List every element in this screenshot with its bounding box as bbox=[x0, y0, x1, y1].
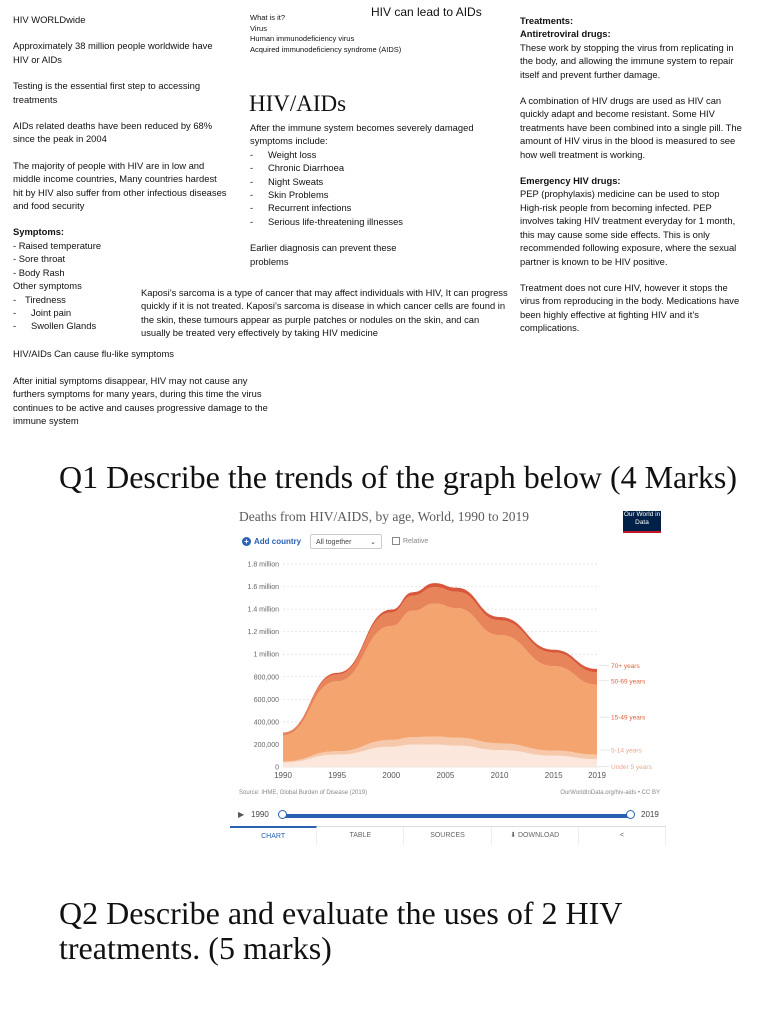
para-deaths-reduced: AIDs related deaths have been reduced by 68% since the peak in 2004 bbox=[13, 120, 213, 145]
tab-sources[interactable]: SOURCES bbox=[404, 827, 491, 845]
tab-chart[interactable]: CHART bbox=[230, 826, 317, 845]
severe-symptoms-block: After the immune system becomes severely damaged symptoms include: - Weight loss - Chronic Diarrhoea - Night Sweats - Skin Problems - Recurrent infections - Serious life-threatening illnesses Earlier diagnosis can prevent these problems bbox=[250, 121, 480, 268]
tab-download[interactable]: ⬇ DOWNLOAD bbox=[492, 827, 579, 845]
arv-title: Antiretroviral drugs: bbox=[520, 28, 611, 40]
y-tick-label: 600,000 bbox=[253, 696, 279, 704]
pep-text: PEP (prophylaxis) medicine can be used to stop High-risk people from becoming infected. PEP involves taking HIV treatment everyday for 1 month, this may cause some side effects. This is only recommended following exposure, where the sexual partner is known to be HIV positive. bbox=[520, 188, 737, 267]
x-tick-label: 2010 bbox=[490, 771, 509, 780]
chart-source-link[interactable]: OurWorldInData.org/hiv-aids • CC BY bbox=[560, 790, 660, 796]
chart-tabs bbox=[230, 826, 666, 845]
chart-title: Deaths from HIV/AIDS, by age, World, 1990 to 2019 bbox=[239, 509, 529, 524]
y-tick-label: 1 million bbox=[253, 651, 279, 659]
y-tick-label: 1.4 million bbox=[247, 606, 279, 614]
kaposi-text: Kaposi’s sarcoma is a type of cancer that may affect individuals with HIV, It can progress quickly if it is not treated. Kaposi’s sarcoma is disease in which cancer cells are found in the skin, these tumours appear as purple patches or nodules on the skin, and can usually be treated very effectively by taking HIV medicine bbox=[141, 287, 508, 339]
x-tick-label: 2005 bbox=[436, 771, 455, 780]
play-icon[interactable]: ▶ bbox=[238, 810, 245, 819]
symptom-item: - Sore throat bbox=[13, 253, 66, 265]
hiv-deaths-chart bbox=[230, 504, 666, 844]
question-2: Q2 Describe and evaluate the uses of 2 HIV treatments. (5 marks) bbox=[59, 895, 622, 966]
timeline bbox=[238, 809, 663, 823]
top-title: HIV can lead to AIDs bbox=[371, 5, 482, 19]
timeline-end: 2019 bbox=[641, 810, 659, 819]
arv-text: These work by stopping the virus from replicating in the body, and allowing the immune system to repair itself and prevent further damage. bbox=[520, 41, 734, 80]
relative-checkbox[interactable]: Relative bbox=[392, 537, 428, 545]
other-symptom-item: - Swollen Glands bbox=[13, 320, 97, 332]
para-low-income: The majority of people with HIV are in low and middle income countries, Many countries hardest hit by HIV also suffer from other infectious diseases and food security bbox=[13, 159, 227, 212]
y-tick-label: 800,000 bbox=[253, 674, 279, 682]
what-is-it-block: What is it? Virus Human immunodeficiency virus Acquired immunodeficiency syndrome (AIDS) bbox=[250, 13, 402, 54]
legend-label: 15-49 years bbox=[611, 714, 646, 722]
after-symptoms-text: After initial symptoms disappear, HIV may not cause any furthers symptoms for many years, during this time the virus continues to be active and causes progressive damage to the immune system bbox=[13, 375, 268, 427]
chevron-down-icon: ⌄ bbox=[370, 539, 376, 546]
other-symptom-item: - Joint pain bbox=[13, 306, 72, 318]
severe-symptom-item: - Recurrent infections bbox=[250, 202, 352, 214]
y-tick-label: 400,000 bbox=[253, 719, 279, 727]
timeline-start: 1990 bbox=[251, 810, 269, 819]
x-tick-label: 2000 bbox=[382, 771, 401, 780]
x-tick-label: 2015 bbox=[544, 771, 563, 780]
timeline-track[interactable] bbox=[282, 814, 630, 818]
tab-share[interactable]: < bbox=[579, 827, 666, 845]
owid-logo: Our World in Data bbox=[623, 511, 661, 533]
y-tick-label: 1.2 million bbox=[247, 629, 279, 637]
flu-like-text: HIV/AIDs Can cause flu-like symptoms bbox=[13, 348, 174, 359]
combo-text: A combination of HIV drugs are used as HIV can quickly adapt and become resistant. Some HIV treatments have been combined into a single pill. The amount of HIV virus in the blood is measured to see how well treatment is working. bbox=[520, 95, 742, 160]
severe-symptom-item: - Skin Problems bbox=[250, 189, 329, 201]
y-tick-label: 1.8 million bbox=[247, 561, 279, 569]
heading-hiv-worldwide: HIV WORLDwide bbox=[13, 14, 86, 25]
chart-source: Source: IHME, Global Burden of Disease (2019) bbox=[239, 790, 368, 796]
left-column bbox=[13, 13, 228, 333]
add-country-button[interactable]: + Add country bbox=[242, 537, 301, 546]
question-1: Q1 Describe the trends of the graph below (4 Marks) bbox=[59, 459, 738, 495]
timeline-start-handle[interactable] bbox=[278, 810, 287, 819]
tab-table[interactable]: TABLE bbox=[317, 827, 404, 845]
severe-symptom-item: - Weight loss bbox=[250, 148, 317, 160]
other-symptoms-title: Other symptoms bbox=[13, 280, 82, 292]
hiv-aids-title: HIV/AIDs bbox=[249, 91, 347, 116]
cure-text: Treatment does not cure HIV, however it stops the virus from reproducing in the body. Medications have been highly effective at fighting HIV and it’s complications. bbox=[520, 281, 740, 334]
right-column bbox=[520, 14, 742, 335]
plus-icon: + bbox=[242, 537, 251, 546]
y-tick-label: 0 bbox=[275, 764, 279, 772]
x-tick-label: 1990 bbox=[274, 771, 292, 780]
other-symptom-item: - Tiredness bbox=[13, 293, 66, 305]
y-tick-label: 1.6 million bbox=[247, 584, 279, 592]
symptoms-title: Symptoms: bbox=[13, 226, 65, 238]
legend-label: 5-14 years bbox=[611, 747, 642, 755]
severe-symptom-item: - Chronic Diarrhoea bbox=[250, 162, 345, 174]
download-icon: ⬇ bbox=[510, 832, 518, 839]
para-38-million: Approximately 38 million people worldwide have HIV or AIDs bbox=[13, 40, 213, 65]
legend-label: 70+ years bbox=[611, 662, 640, 670]
grouping-select[interactable]: All together ⌄ bbox=[310, 534, 382, 549]
x-tick-label: 1995 bbox=[328, 771, 347, 780]
legend-label: 50-69 years bbox=[611, 678, 646, 686]
symptom-item: - Body Rash bbox=[13, 266, 65, 278]
x-tick-label: 2019 bbox=[588, 771, 606, 780]
severe-symptom-item: - Night Sweats bbox=[250, 175, 324, 187]
symptom-item: - Raised temperature bbox=[13, 239, 102, 251]
para-testing: Testing is the essential first step to accessing treatments bbox=[13, 80, 201, 105]
y-tick-label: 200,000 bbox=[253, 741, 279, 749]
timeline-end-handle[interactable] bbox=[626, 810, 635, 819]
treatments-title: Treatments: bbox=[520, 15, 574, 26]
emergency-title: Emergency HIV drugs: bbox=[520, 175, 621, 187]
legend-label: Under 5 years bbox=[611, 764, 652, 772]
chart-plot bbox=[230, 504, 666, 789]
earlier-diagnosis: Earlier diagnosis can prevent these problems bbox=[250, 242, 397, 267]
severe-symptom-item: - Serious life-threatening illnesses bbox=[250, 215, 403, 227]
